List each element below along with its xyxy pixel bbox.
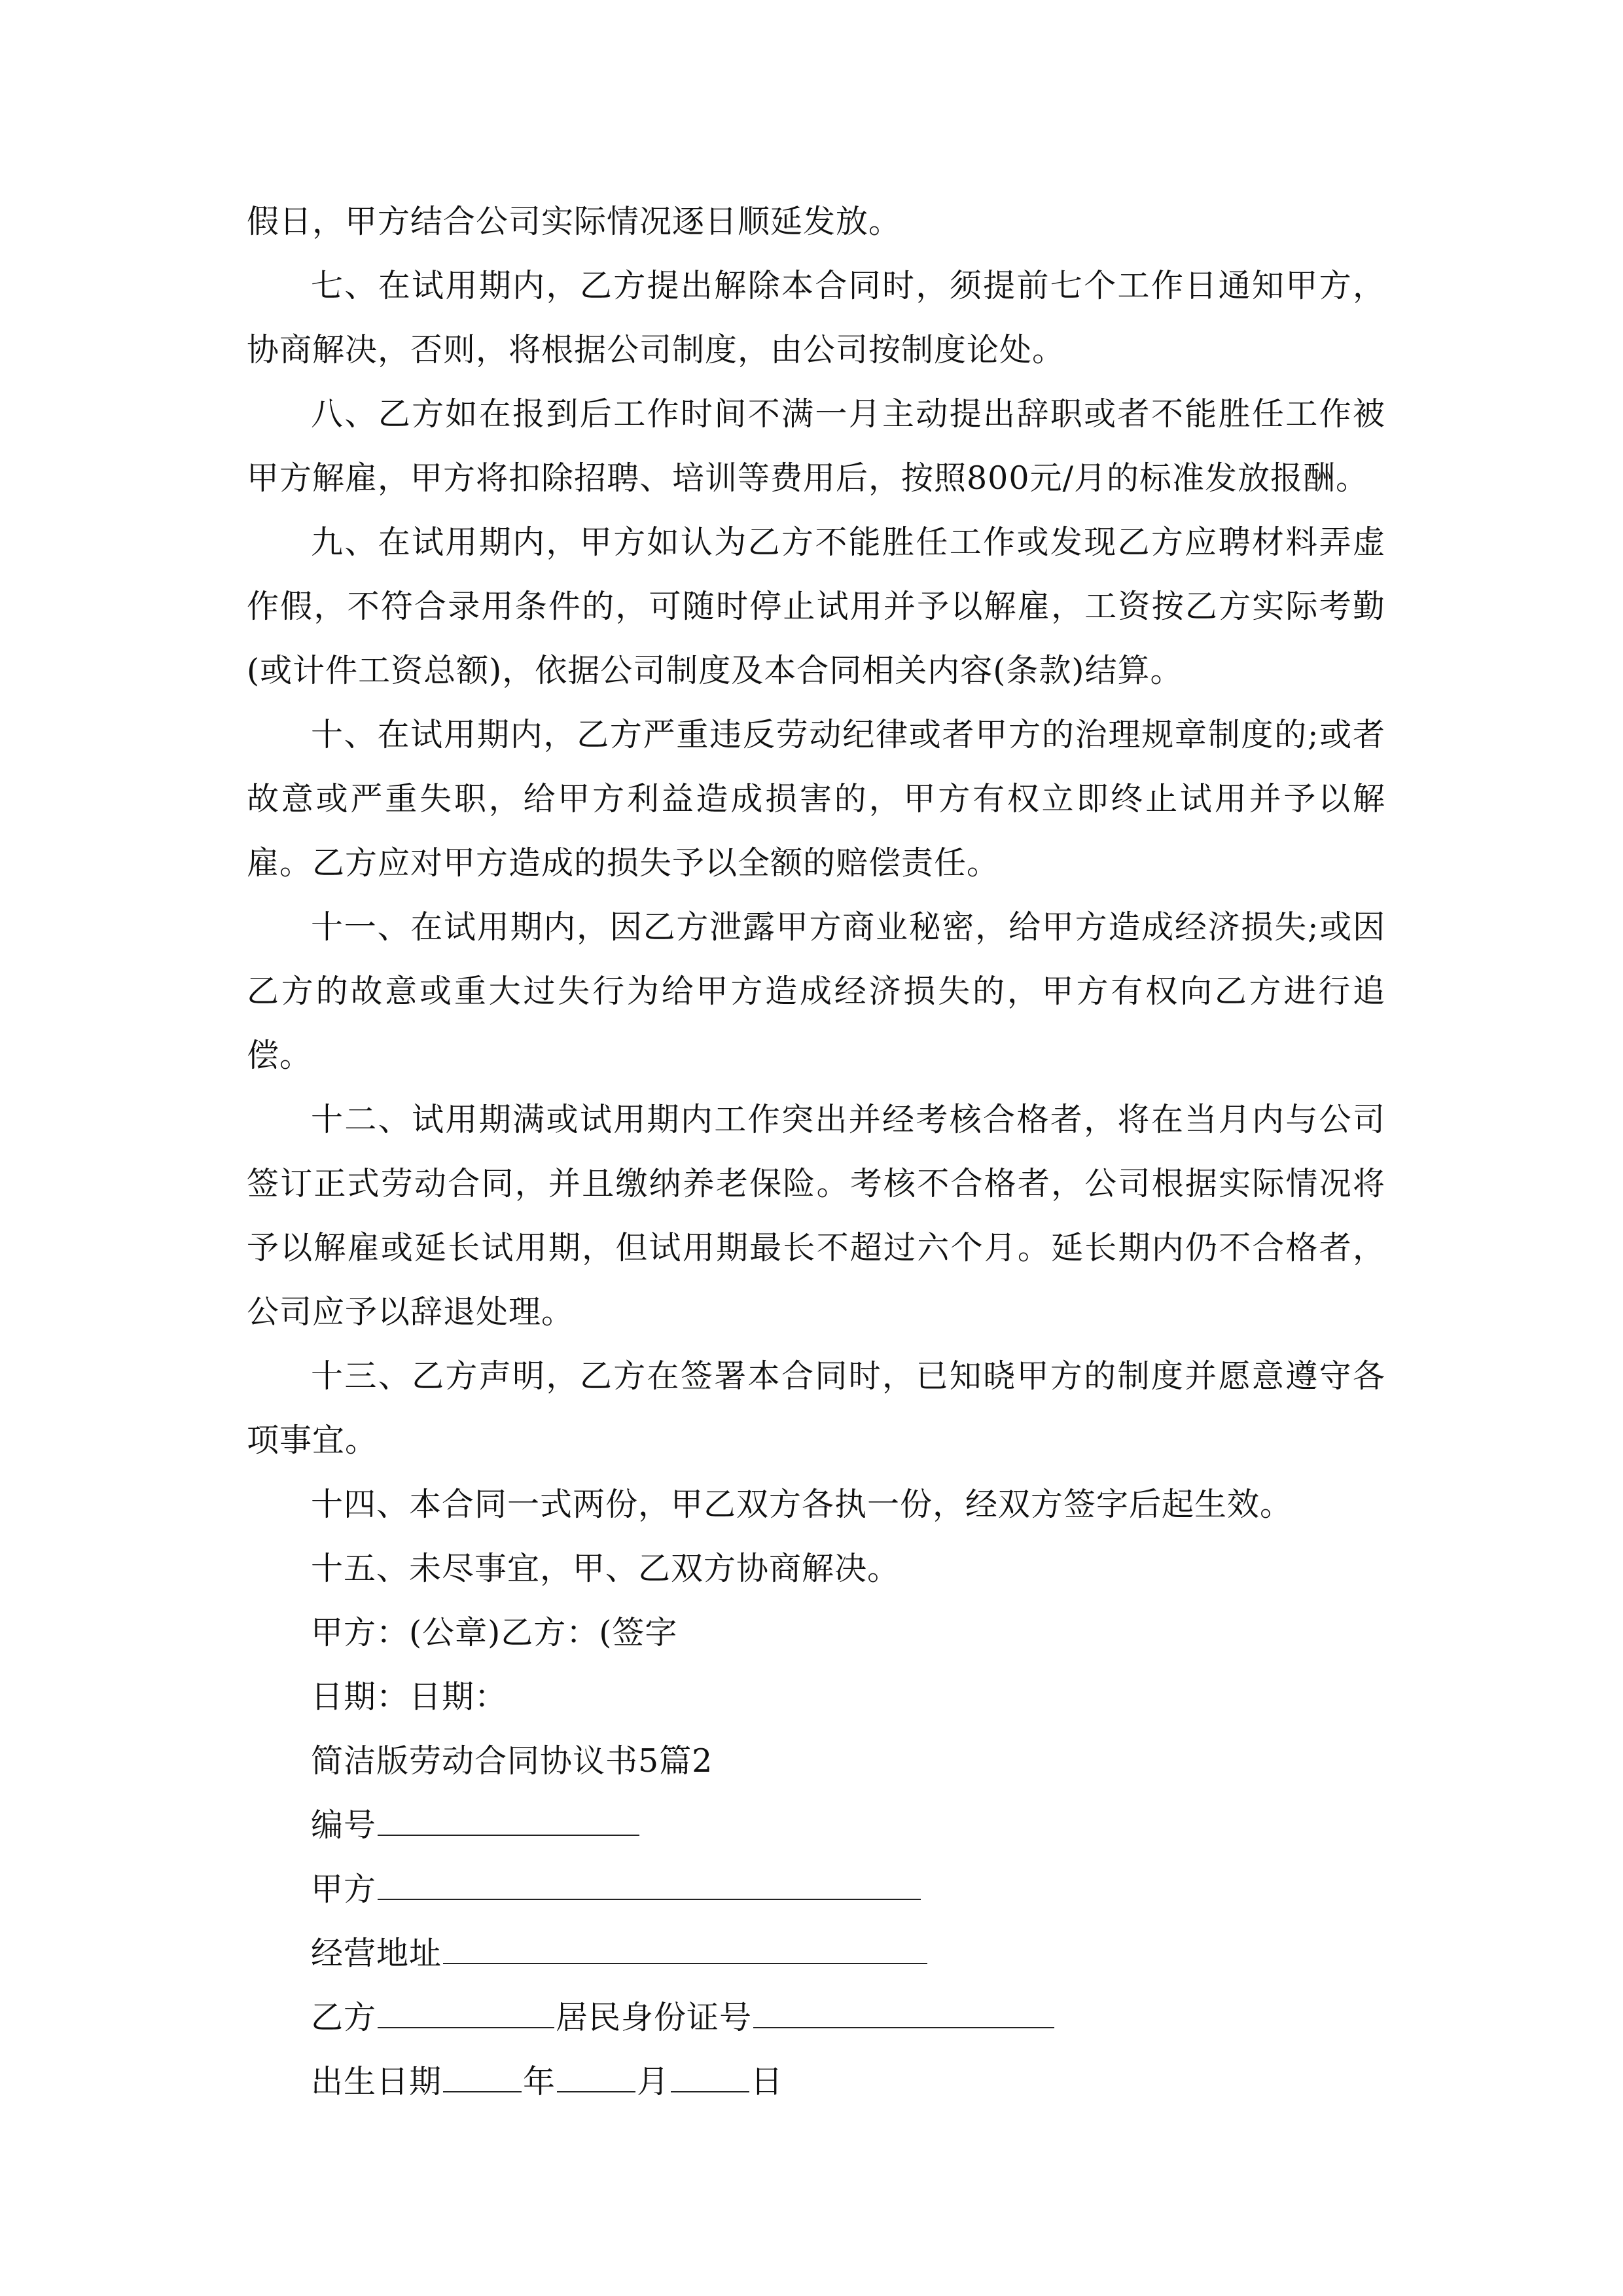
clause-14: 十四、本合同一式两份，甲乙双方各执一份，经双方签字后起生效。: [311, 1486, 1293, 1523]
paragraph-continuation: 假日，甲方结合公司实际情况逐日顺延发放。: [247, 203, 902, 240]
address-blank[interactable]: [443, 1934, 927, 1964]
address-label: 经营地址: [311, 1935, 442, 1972]
party-a-field-row: [247, 1857, 1385, 1922]
clause-10: 十、在试用期内，乙方严重违反劳动纪律或者甲方的治理规章制度的;或者故意或严重失职，给甲方利益造成损害的，甲方有权立即终止试用并予以解雇。乙方应对甲方造成的损失予以全额的赔偿责任。: [247, 716, 1385, 882]
signature-line: 甲方：(公章)乙方：(签字: [311, 1614, 678, 1651]
number-label: 编号: [311, 1806, 377, 1844]
birth-month-blank[interactable]: [557, 2062, 635, 2092]
document-body: [247, 190, 1385, 2114]
birth-date-field-row: [247, 2050, 1385, 2114]
clause-9: 九、在试用期内，甲方如认为乙方不能胜任工作或发现乙方应聘材料弄虚作假，不符合录用条件的，可随时停止试用并予以解雇，工资按乙方实际考勤(或计件工资总额)，依据公司制度及本合同相关内容(条款)结算。: [247, 524, 1385, 689]
day-label: 日: [751, 2063, 784, 2100]
date-line: 日期：日期：: [311, 1678, 508, 1715]
party-b-label: 乙方: [311, 1999, 377, 2036]
clause-12: 十二、试用期满或试用期内工作突出并经考核合格者，将在当月内与公司签订正式劳动合同，并且缴纳养老保险。考核不合格者，公司根据实际情况将予以解雇或延长试用期，但试用期最长不超过六个月。延长期内仍不合格者，公司应予以辞退处理。: [247, 1101, 1385, 1331]
month-label: 月: [637, 2063, 670, 2100]
birth-year-blank[interactable]: [443, 2062, 522, 2092]
number-field-row: [247, 1793, 1385, 1857]
year-label: 年: [523, 2063, 556, 2100]
clause-13: 十三、乙方声明，乙方在签署本合同时，已知晓甲方的制度并愿意遵守各项事宜。: [247, 1357, 1385, 1459]
party-b-blank[interactable]: [378, 1998, 554, 2028]
party-a-blank[interactable]: [378, 1870, 921, 1900]
id-number-label: 居民身份证号: [556, 1999, 753, 2036]
clause-7: 七、在试用期内，乙方提出解除本合同时，须提前七个工作日通知甲方，协商解决，否则，将根据公司制度，由公司按制度论处。: [247, 267, 1385, 368]
birth-day-blank[interactable]: [671, 2062, 749, 2092]
clause-15: 十五、未尽事宜，甲、乙双方协商解决。: [311, 1550, 901, 1587]
party-a-label: 甲方: [311, 1871, 377, 1908]
section-title: 简洁版劳动合同协议书5篇2: [311, 1742, 713, 1780]
clause-11: 十一、在试用期内，因乙方泄露甲方商业秘密，给甲方造成经济损失;或因乙方的故意或重大过失行为给甲方造成经济损失的，甲方有权向乙方进行追偿。: [247, 908, 1385, 1074]
party-b-field-row: [247, 1986, 1385, 2050]
address-field-row: [247, 1922, 1385, 1986]
number-blank[interactable]: [378, 1806, 639, 1836]
id-number-blank[interactable]: [753, 1998, 1054, 2028]
clause-8: 八、乙方如在报到后工作时间不满一月主动提出辞职或者不能胜任工作被甲方解雇，甲方将扣除招聘、培训等费用后，按照800元/月的标准发放报酬。: [247, 395, 1385, 497]
birth-date-label: 出生日期: [311, 2063, 442, 2100]
